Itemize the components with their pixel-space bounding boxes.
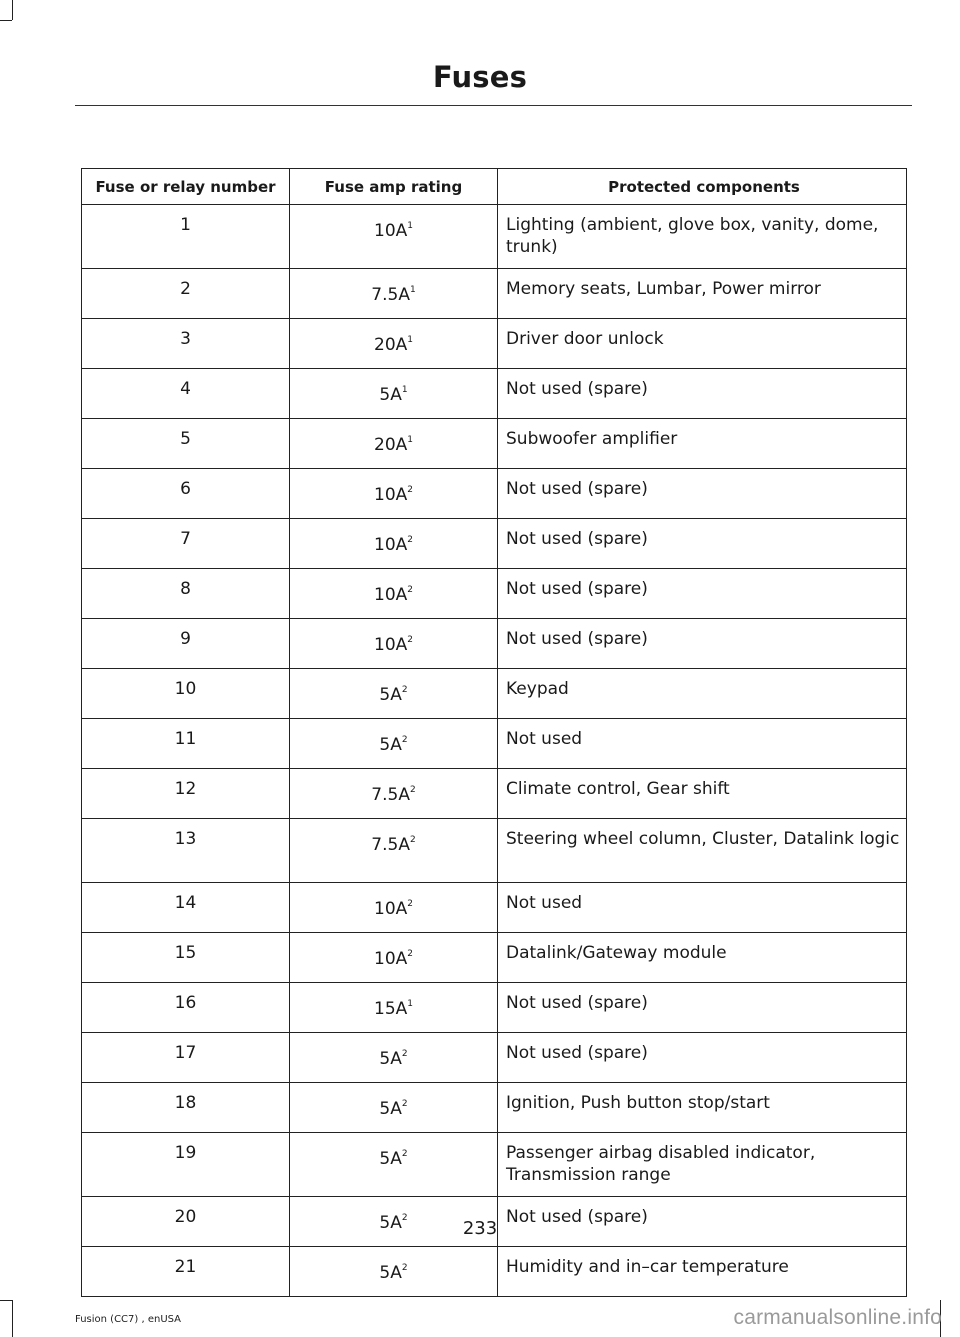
fuse-number-cell: 15	[82, 933, 290, 983]
amp-rating-cell	[290, 269, 498, 319]
fuse-number-cell: 12	[82, 769, 290, 819]
table-row	[82, 769, 907, 819]
amp-rating-cell	[290, 205, 498, 269]
table-row	[82, 569, 907, 619]
amp-rating-cell	[290, 819, 498, 883]
amp-rating-value: 10A	[374, 535, 408, 555]
crop-mark	[12, 1300, 13, 1337]
column-header-components: Protected components	[498, 169, 907, 205]
crop-mark	[0, 20, 12, 21]
fuse-number-cell: 19	[82, 1133, 290, 1197]
amp-rating-value: 15A	[374, 999, 408, 1019]
fuse-number-cell: 10	[82, 669, 290, 719]
footnote-marker: 1	[401, 385, 408, 395]
amp-rating-cell	[290, 769, 498, 819]
table-row	[82, 419, 907, 469]
table-row	[82, 319, 907, 369]
amp-rating-value: 10A	[374, 899, 408, 919]
protected-components-cell: Subwoofer amplifier	[498, 419, 907, 469]
crop-mark	[0, 1300, 12, 1301]
fuse-number-cell: 4	[82, 369, 290, 419]
table-row	[82, 933, 907, 983]
fuse-number-cell: 16	[82, 983, 290, 1033]
crop-mark	[12, 0, 13, 20]
footnote-marker: 2	[401, 735, 408, 745]
amp-rating-cell	[290, 519, 498, 569]
table-row	[82, 369, 907, 419]
footnote-marker: 2	[401, 1099, 408, 1109]
amp-rating-value: 20A	[374, 335, 408, 355]
amp-rating-value: 10A	[374, 585, 408, 605]
amp-rating-value: 5A	[379, 735, 402, 755]
protected-components-cell: Not used (spare)	[498, 569, 907, 619]
protected-components-cell: Not used	[498, 883, 907, 933]
table-row	[82, 883, 907, 933]
fuse-number-cell: 11	[82, 719, 290, 769]
amp-rating-value: 7.5A	[371, 285, 410, 305]
footnote-marker: 2	[407, 535, 413, 545]
protected-components-cell: Not used	[498, 719, 907, 769]
amp-rating-value: 5A	[379, 1263, 402, 1283]
footnote-marker: 2	[407, 585, 413, 595]
fuse-number-cell: 21	[82, 1247, 290, 1297]
protected-components-cell: Not used (spare)	[498, 1033, 907, 1083]
footnote-marker: 2	[407, 485, 413, 495]
table-row	[82, 1247, 907, 1297]
fuse-number-cell: 8	[82, 569, 290, 619]
amp-rating-cell	[290, 933, 498, 983]
table-row	[82, 669, 907, 719]
page-number: 233	[462, 1218, 498, 1239]
footnote-marker: 2	[401, 1149, 408, 1159]
protected-components-cell: Driver door unlock	[498, 319, 907, 369]
fuse-number-cell: 18	[82, 1083, 290, 1133]
amp-rating-cell	[290, 1033, 498, 1083]
table-row	[82, 819, 907, 883]
footnote-marker: 2	[407, 949, 413, 959]
table-header-row	[82, 169, 907, 205]
footnote-marker: 1	[407, 999, 413, 1009]
fuse-number-cell: 9	[82, 619, 290, 669]
protected-components-cell: Climate control, Gear shift	[498, 769, 907, 819]
footnote-marker: 2	[407, 635, 413, 645]
protected-components-cell: Not used (spare)	[498, 619, 907, 669]
amp-rating-cell	[290, 883, 498, 933]
table-row	[82, 719, 907, 769]
fuse-number-cell: 20	[82, 1197, 290, 1247]
amp-rating-value: 5A	[379, 1099, 402, 1119]
amp-rating-cell	[290, 469, 498, 519]
footnote-marker: 2	[401, 1263, 408, 1273]
amp-rating-cell	[290, 669, 498, 719]
amp-rating-value: 7.5A	[371, 835, 410, 855]
protected-components-cell: Not used (spare)	[498, 1197, 907, 1247]
fuse-number-cell: 6	[82, 469, 290, 519]
protected-components-cell: Datalink/Gateway module	[498, 933, 907, 983]
fuse-number-cell: 7	[82, 519, 290, 569]
amp-rating-cell	[290, 619, 498, 669]
protected-components-cell: Not used (spare)	[498, 519, 907, 569]
fuse-number-cell: 1	[82, 205, 290, 269]
footnote-marker: 1	[407, 435, 413, 445]
table-row	[82, 205, 907, 269]
protected-components-cell: Not used (spare)	[498, 369, 907, 419]
fuse-number-cell: 14	[82, 883, 290, 933]
amp-rating-cell	[290, 319, 498, 369]
fuse-number-cell: 13	[82, 819, 290, 883]
amp-rating-value: 7.5A	[371, 785, 410, 805]
fuse-number-cell: 3	[82, 319, 290, 369]
fuse-number-cell: 5	[82, 419, 290, 469]
fuse-number-cell: 17	[82, 1033, 290, 1083]
amp-rating-value: 10A	[374, 949, 408, 969]
footnote-marker: 2	[409, 835, 416, 845]
footnote-marker: 2	[409, 785, 416, 795]
protected-components-cell: Not used (spare)	[498, 983, 907, 1033]
protected-components-cell: Not used (spare)	[498, 469, 907, 519]
footnote-marker: 2	[401, 685, 408, 695]
amp-rating-value: 20A	[374, 435, 408, 455]
protected-components-cell: Keypad	[498, 669, 907, 719]
watermark: carmanualsonline.info	[733, 1306, 942, 1329]
table-row	[82, 269, 907, 319]
amp-rating-cell	[290, 1083, 498, 1133]
amp-rating-cell	[290, 1247, 498, 1297]
fuse-table	[81, 168, 907, 1297]
amp-rating-value: 10A	[374, 221, 408, 241]
page-title: Fuses	[432, 60, 528, 94]
fuse-table-body	[82, 205, 907, 1297]
amp-rating-cell	[290, 419, 498, 469]
amp-rating-cell	[290, 719, 498, 769]
table-row	[82, 1033, 907, 1083]
amp-rating-value: 10A	[374, 635, 408, 655]
protected-components-cell: Passenger airbag disabled indicator, Transmission range	[498, 1133, 907, 1197]
protected-components-cell: Ignition, Push button stop/start	[498, 1083, 907, 1133]
column-header-amp-rating: Fuse amp rating	[290, 169, 498, 205]
fuse-number-cell: 2	[82, 269, 290, 319]
amp-rating-value: 5A	[379, 1213, 402, 1233]
protected-components-cell: Humidity and in–car temperature	[498, 1247, 907, 1297]
table-row	[82, 983, 907, 1033]
amp-rating-value: 5A	[379, 685, 402, 705]
footnote-marker: 2	[407, 899, 413, 909]
column-header-fuse-number: Fuse or relay number	[82, 169, 290, 205]
title-divider	[75, 105, 912, 106]
footer-edition: Fusion (CC7) , enUSA	[75, 1314, 182, 1325]
table-row	[82, 1133, 907, 1197]
table-row	[82, 1083, 907, 1133]
amp-rating-cell	[290, 1133, 498, 1197]
amp-rating-value: 5A	[379, 1149, 402, 1169]
amp-rating-cell	[290, 369, 498, 419]
amp-rating-value: 5A	[379, 385, 402, 405]
table-row	[82, 519, 907, 569]
footnote-marker: 2	[401, 1213, 408, 1223]
protected-components-cell: Memory seats, Lumbar, Power mirror	[498, 269, 907, 319]
footnote-marker: 1	[409, 285, 416, 295]
amp-rating-cell	[290, 569, 498, 619]
amp-rating-value: 10A	[374, 485, 408, 505]
footnote-marker: 1	[407, 221, 413, 231]
footnote-marker: 1	[407, 335, 413, 345]
amp-rating-cell	[290, 983, 498, 1033]
amp-rating-value: 5A	[379, 1049, 402, 1069]
table-row	[82, 469, 907, 519]
table-row	[82, 619, 907, 669]
protected-components-cell: Steering wheel column, Cluster, Datalink logic	[498, 819, 907, 883]
protected-components-cell: Lighting (ambient, glove box, vanity, dome, trunk)	[498, 205, 907, 269]
footnote-marker: 2	[401, 1049, 408, 1059]
